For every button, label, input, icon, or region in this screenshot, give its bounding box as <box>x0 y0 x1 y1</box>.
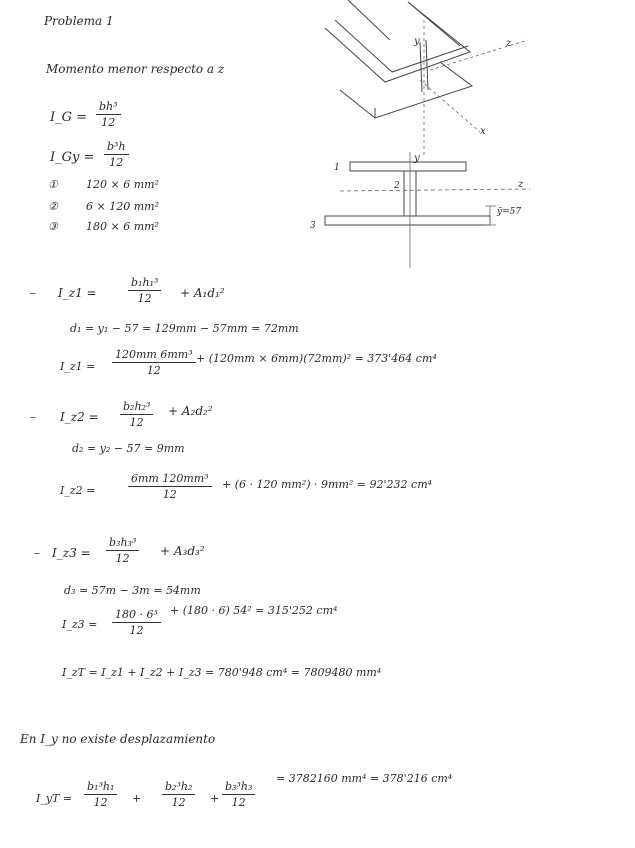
part-id: ③ <box>48 220 58 233</box>
calc2-bullet: – <box>30 410 36 424</box>
iy-note: En I_y no existe desplazamiento <box>20 732 216 746</box>
calc3-lhs: I_z3 = <box>52 546 91 560</box>
centroid-dimension-label: ȳ=57 <box>497 207 522 217</box>
axis-x-label: x <box>480 126 486 137</box>
part1-label: 1 <box>334 163 340 173</box>
calc3-value-tail: + (180 · 6) 54² = 315'252 cm⁴ <box>170 604 338 617</box>
calc1-value-tail: + (120mm × 6mm)(72mm)² = 373'464 cm⁴ <box>196 352 437 365</box>
part2-label: 2 <box>394 181 400 191</box>
calc2-denominator: 12 <box>129 416 144 429</box>
iy-term3-denominator: 12 <box>231 796 246 809</box>
iy-final-lhs: I_yT = <box>36 792 73 805</box>
calc1-value-denominator: 12 <box>146 364 161 377</box>
iy-term3-numerator: b₃³h₃ <box>222 780 255 795</box>
calc1-value-fraction <box>112 348 196 377</box>
calc3-value-lhs: I_z3 = <box>62 618 98 631</box>
calc3-value-denominator: 12 <box>129 624 144 637</box>
calc3-denominator: 12 <box>115 552 130 565</box>
part3-label: 3 <box>310 221 316 231</box>
cross-section-sketch <box>300 0 600 275</box>
calc1-bullet: – <box>30 286 36 300</box>
part-id: ① <box>48 178 58 191</box>
calc1-denominator: 12 <box>137 292 152 305</box>
calc2-fraction <box>120 400 153 429</box>
plus-sign: + <box>210 792 220 805</box>
ig-numerator: bh³ <box>96 100 121 115</box>
calc1-lhs: I_z1 = <box>58 286 97 300</box>
iy-term1-denominator: 12 <box>93 796 108 809</box>
axis-z-label-3d: z <box>506 38 512 49</box>
iy-term1-numerator: b₁³h₁ <box>84 780 117 795</box>
calc2-numerator: b₂h₂³ <box>120 400 153 415</box>
calc1-value-lhs: I_z1 = <box>60 360 96 373</box>
axis-y-label-3d: y <box>414 36 420 47</box>
calc3-value-numerator: 180 · 6³ <box>112 608 161 623</box>
ig-denominator: 12 <box>101 116 116 129</box>
calc2-distance: d₂ = y₂ − 57 = 9mm <box>72 442 185 455</box>
calc1-fraction <box>128 276 161 305</box>
subtitle: Momento menor respecto a z <box>46 62 225 76</box>
calc1-value-numerator: 120mm 6mm³ <box>112 348 196 363</box>
igy-numerator: b³h <box>104 140 129 155</box>
axis-z-label-section: z <box>518 179 524 190</box>
calc2-lhs: I_z2 = <box>60 410 99 424</box>
calc2-value-lhs: I_z2 = <box>60 484 96 497</box>
part-dims: 180 × 6 mm² <box>86 220 159 233</box>
igy-fraction <box>104 140 129 169</box>
calc2-value-denominator: 12 <box>162 488 177 501</box>
calc3-tail: + A₃d₃² <box>160 544 205 558</box>
calc2-value-fraction <box>128 472 212 501</box>
igy-formula-label: I_Gy = <box>50 150 95 165</box>
ig-formula-label: I_G = <box>50 110 88 125</box>
plus-sign: + <box>132 792 142 805</box>
part-dims: 6 × 120 mm² <box>86 200 159 213</box>
axis-y-label-section: y <box>414 153 420 164</box>
total-moment-z: I_zT = I_z1 + I_z2 + I_z3 = 780'948 cm⁴ = 7809480 mm⁴ <box>62 666 382 679</box>
page-title: Problema 1 <box>44 14 114 28</box>
iy-term3-fraction <box>222 780 255 809</box>
ig-fraction <box>96 100 121 129</box>
iy-term2-denominator: 12 <box>171 796 186 809</box>
igy-denominator: 12 <box>109 156 124 169</box>
part-id: ② <box>48 200 58 213</box>
calc3-value-fraction <box>112 608 161 637</box>
calc3-distance: d₃ = 57m − 3m = 54mm <box>64 584 201 597</box>
iy-term1-fraction <box>84 780 117 809</box>
calc2-value-tail: + (6 · 120 mm²) · 9mm² = 92'232 cm⁴ <box>222 478 433 491</box>
iy-final-result: = 3782160 mm⁴ = 378'216 cm⁴ <box>276 772 453 785</box>
beam-3d-axes <box>420 20 528 155</box>
part-dims: 120 × 6 mm² <box>86 178 159 191</box>
calc1-tail: + A₁d₁² <box>180 286 225 300</box>
calc3-fraction <box>106 536 139 565</box>
calc3-bullet: – <box>34 546 40 560</box>
beam-3d-view <box>325 0 472 118</box>
iy-term2-numerator: b₂³h₂ <box>162 780 195 795</box>
calc1-numerator: b₁h₁³ <box>128 276 161 291</box>
beam-2d-section <box>325 162 490 225</box>
iy-term2-fraction <box>162 780 195 809</box>
calc2-value-numerator: 6mm 120mm³ <box>128 472 212 487</box>
calc2-tail: + A₂d₂² <box>168 404 213 418</box>
calc3-numerator: b₃h₃³ <box>106 536 139 551</box>
calc1-distance: d₁ = y₁ − 57 = 129mm − 57mm = 72mm <box>70 322 299 335</box>
